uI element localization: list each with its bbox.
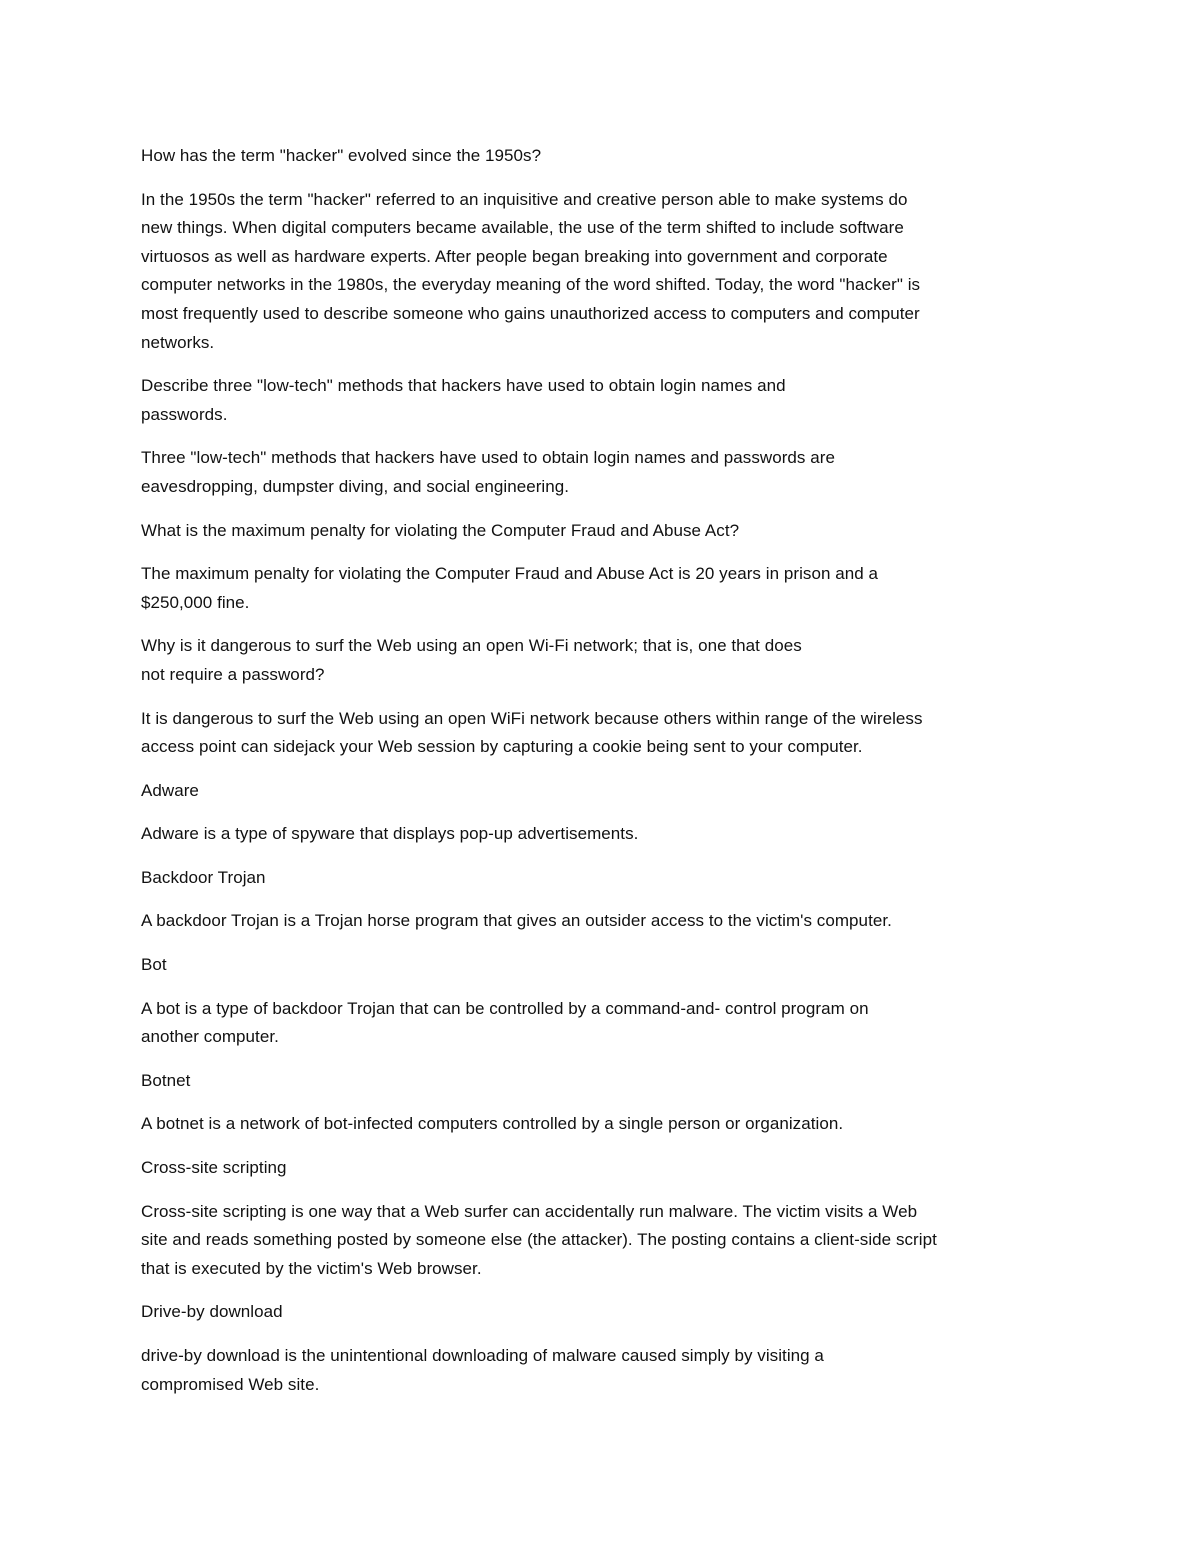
text-line: A botnet is a network of bot-infected computers controlled by a single person or organization. (141, 1114, 844, 1134)
question-low-tech-methods (141, 372, 1066, 429)
text-line: How has the term "hacker" evolved since the 1950s? (141, 146, 542, 165)
text-line: Drive-by download (141, 1302, 283, 1322)
answer-cfaa-penalty (141, 560, 1066, 617)
text-line: eavesdropping, dumpster diving, and social engineering. (141, 476, 570, 496)
text-line: that is executed by the victim's Web browser. (141, 1258, 482, 1278)
text-line: site and reads something posted by someone else (the attacker). The posting contains a client-side script (141, 1230, 937, 1250)
text-line: $250,000 fine. (141, 592, 250, 612)
definition-adware (141, 820, 1066, 849)
text-line: computer networks in the 1980s, the everyday meaning of the word shifted. Today, the word "hacker" is (141, 275, 921, 295)
definition-bot (141, 995, 1066, 1052)
term-adware (141, 777, 1066, 806)
text-line: another computer. (141, 1027, 279, 1047)
text-line: Adware is a type of spyware that displays pop-up advertisements. (141, 824, 639, 844)
text-line: Describe three "low-tech" methods that hackers have used to obtain login names and (141, 376, 786, 396)
text-line: Cross-site scripting (141, 1158, 287, 1178)
text-line: Why is it dangerous to surf the Web using an open Wi-Fi network; that is, one that does (141, 636, 802, 656)
definition-backdoor-trojan (141, 907, 1066, 936)
text-line: Backdoor Trojan (141, 867, 266, 887)
text-line: Bot (141, 955, 167, 975)
term-bot (141, 951, 1066, 980)
document-page (141, 142, 1066, 1414)
text-line: access point can sidejack your Web session by capturing a cookie being sent to your computer. (141, 737, 863, 757)
definition-cross-site-scripting (141, 1198, 1066, 1284)
term-backdoor-trojan (141, 864, 1066, 893)
question-open-wifi (141, 632, 1066, 689)
text-line: drive-by download is the unintentional downloading of malware caused simply by visiting a (141, 1346, 824, 1365)
text-line: In the 1950s the term "hacker" referred to an inquisitive and creative person able to make systems do (141, 189, 908, 209)
text-line: not require a password? (141, 664, 325, 684)
definition-drive-by-download (141, 1342, 1066, 1399)
term-botnet (141, 1067, 1066, 1096)
text-line: passwords. (141, 404, 228, 424)
text-line: It is dangerous to surf the Web using an open WiFi network because others within range of the wireless (141, 708, 923, 728)
text-line: Adware (141, 780, 199, 800)
text-line: virtuosos as well as hardware experts. After people began breaking into government and corporate (141, 246, 888, 266)
question-hacker-evolution (141, 142, 1066, 171)
answer-hacker-evolution (141, 186, 1066, 358)
text-line: A bot is a type of backdoor Trojan that can be controlled by a command-and- control program on (141, 998, 869, 1018)
text-line: What is the maximum penalty for violating the Computer Fraud and Abuse Act? (141, 520, 740, 540)
text-line: Three "low-tech" methods that hackers have used to obtain login names and passwords are (141, 448, 835, 468)
term-drive-by-download (141, 1298, 1066, 1327)
text-line: compromised Web site. (141, 1374, 320, 1394)
text-line: networks. (141, 332, 215, 352)
definition-botnet (141, 1110, 1066, 1139)
term-cross-site-scripting (141, 1154, 1066, 1183)
text-line: most frequently used to describe someone who gains unauthorized access to computers and computer (141, 303, 920, 323)
answer-low-tech-methods (141, 444, 1066, 501)
question-cfaa-penalty (141, 517, 1066, 546)
text-line: new things. When digital computers became available, the use of the term shifted to include software (141, 218, 904, 238)
text-line: Cross-site scripting is one way that a Web surfer can accidentally run malware. The victim visits a Web (141, 1201, 918, 1221)
answer-open-wifi (141, 705, 1066, 762)
text-line: Botnet (141, 1070, 191, 1090)
text-line: The maximum penalty for violating the Computer Fraud and Abuse Act is 20 years in prison and a (141, 564, 879, 584)
text-line: A backdoor Trojan is a Trojan horse program that gives an outsider access to the victim's computer. (141, 911, 892, 931)
